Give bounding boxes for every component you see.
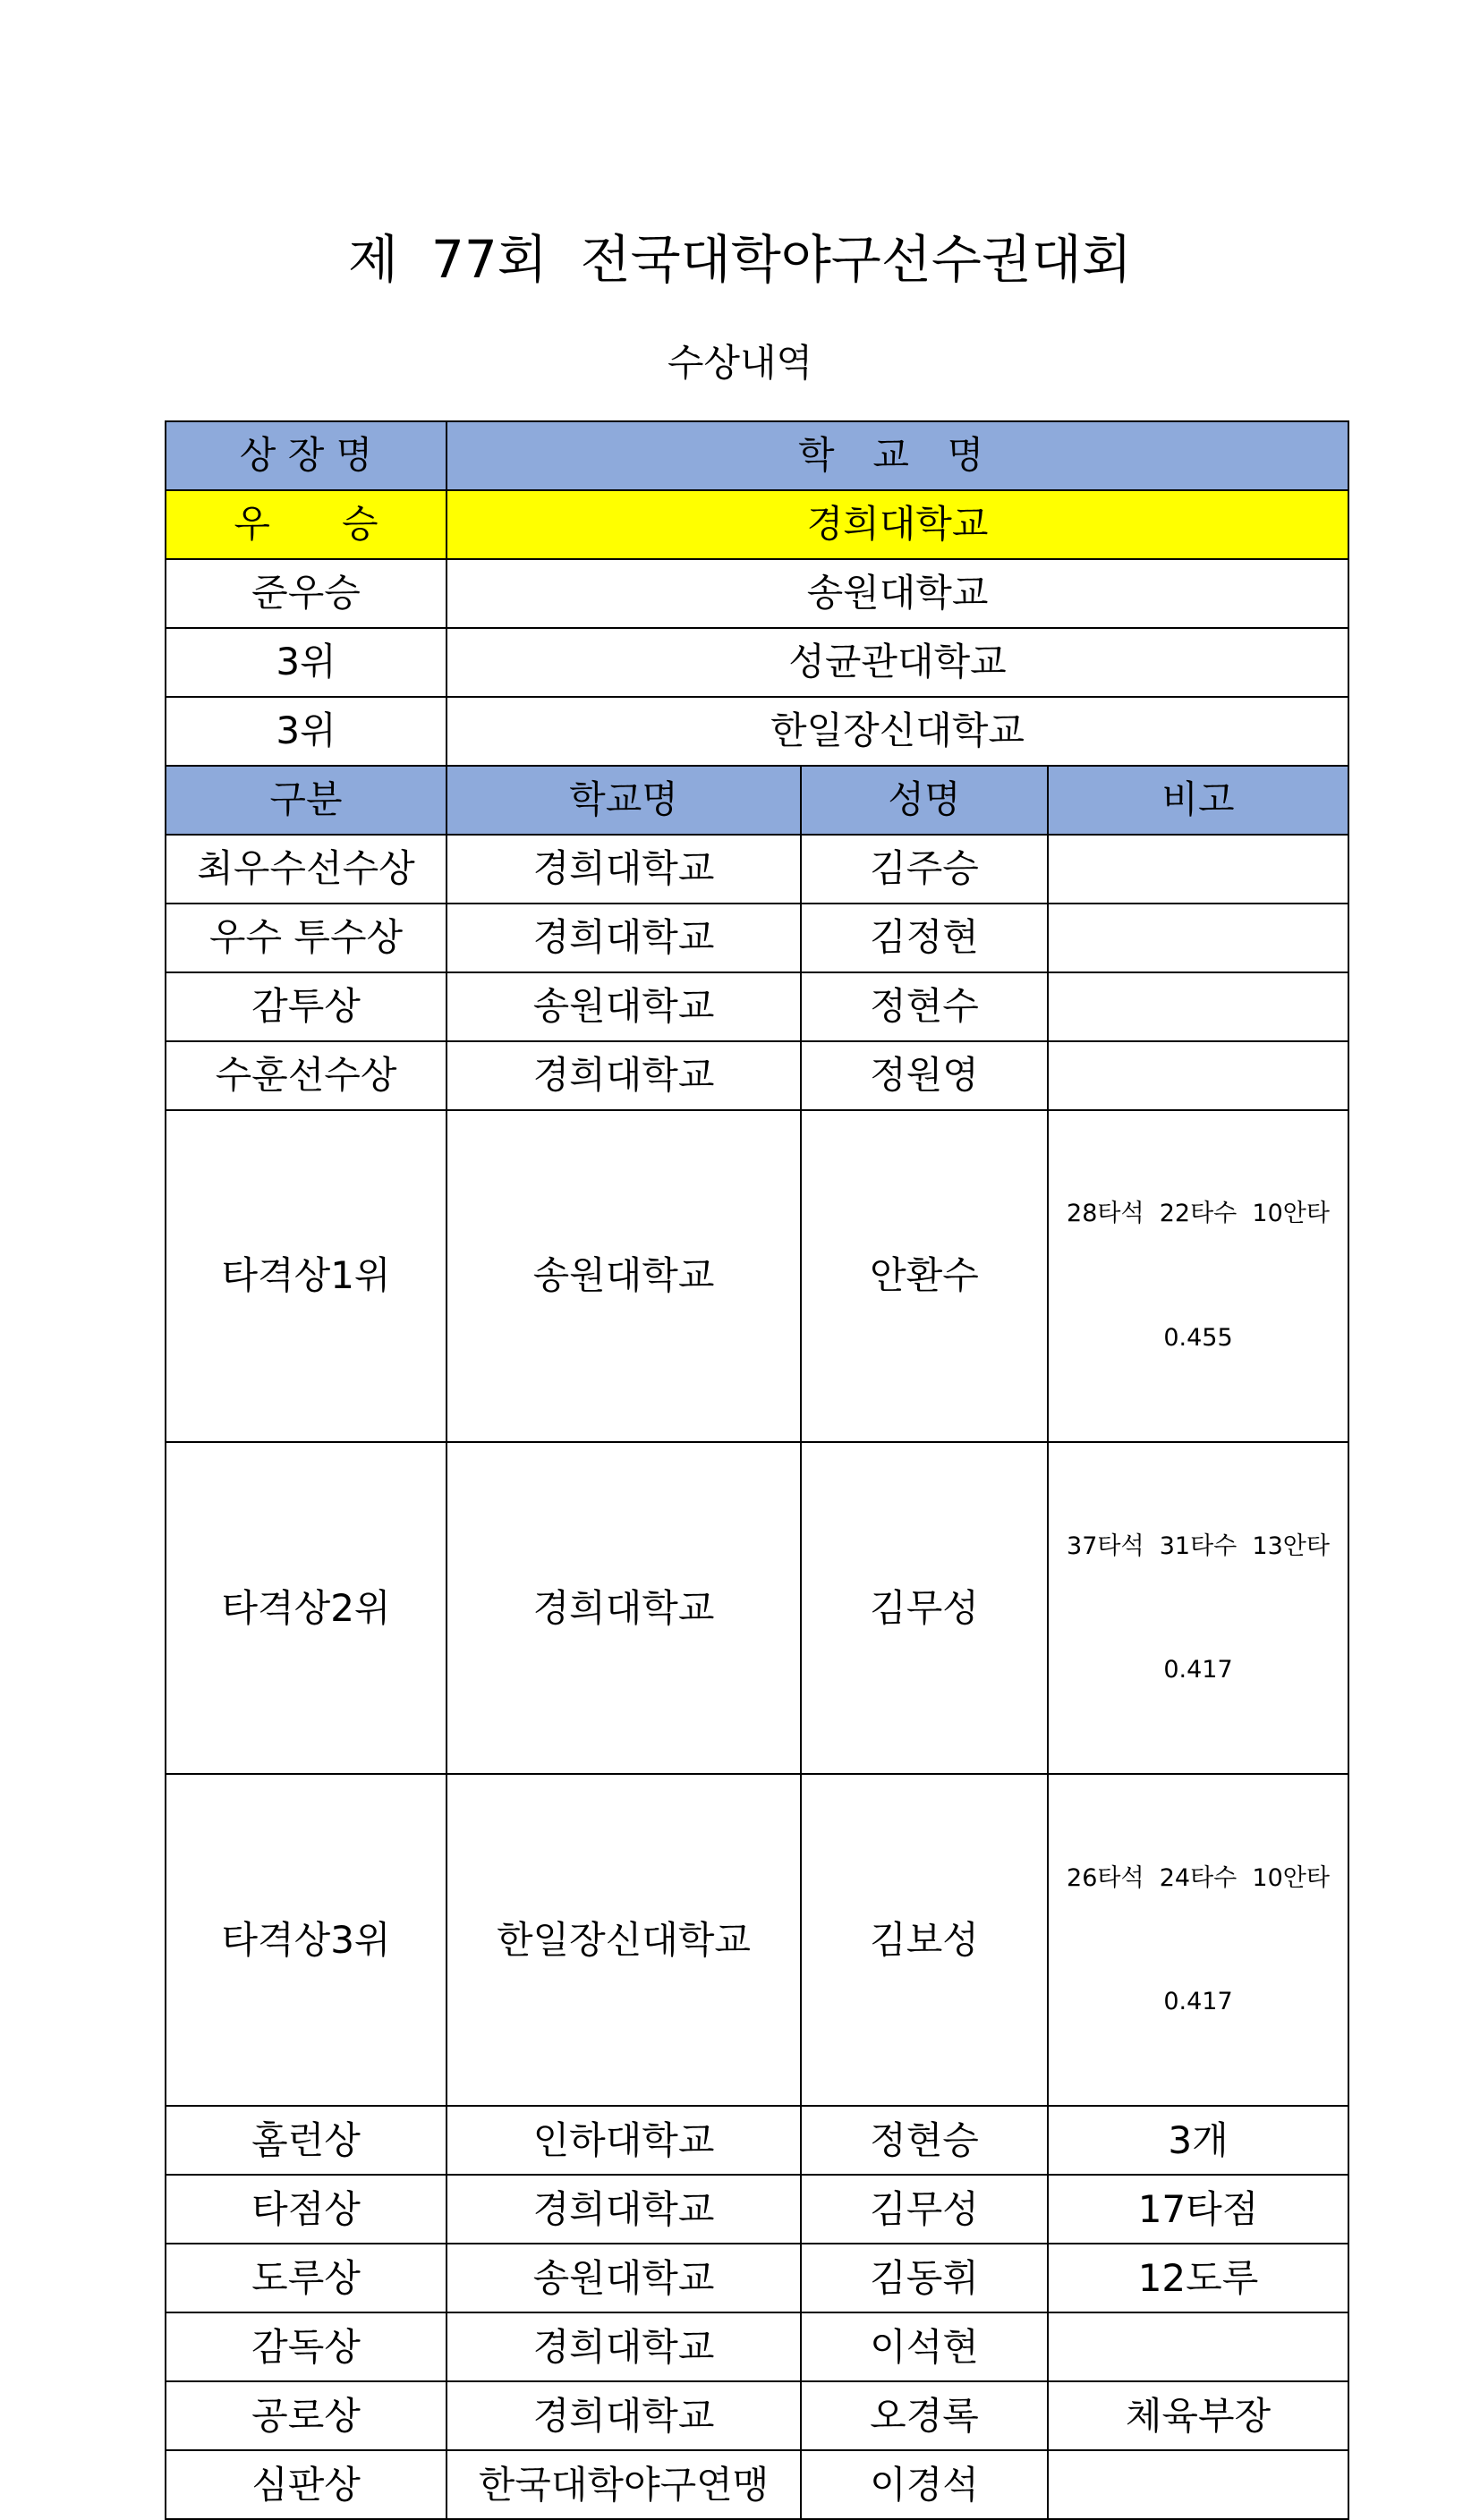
category-cell: 감독상 <box>166 2312 447 2381</box>
category-cell: 수훈선수상 <box>166 1041 447 1110</box>
school-cell: 경희대학교 <box>447 835 801 904</box>
table-row <box>166 2106 1348 2175</box>
category-cell: 타격상1위 <box>166 1110 447 1442</box>
table-row <box>166 1110 1348 1442</box>
team-awards-header-row <box>166 421 1348 490</box>
category-cell: 심판상 <box>166 2450 447 2519</box>
name-cell: 정현승 <box>801 2106 1048 2175</box>
table-row <box>166 1442 1348 1774</box>
table-row <box>166 2381 1348 2450</box>
school-cell: 경희대학교 <box>447 2312 801 2381</box>
note-cell <box>1048 1774 1348 2106</box>
school-label: 경희대학교 <box>447 490 1348 559</box>
award-label: 우 승 <box>166 490 447 559</box>
team-award-row-runner-up <box>166 559 1348 628</box>
category-cell: 우수 투수상 <box>166 904 447 972</box>
table-row <box>166 972 1348 1041</box>
school-cell: 경희대학교 <box>447 1041 801 1110</box>
individual-awards-header-row <box>166 766 1348 835</box>
school-cell: 경희대학교 <box>447 904 801 972</box>
name-cell: 안환수 <box>801 1110 1048 1442</box>
batting-average-text: 0.455 <box>1163 1323 1233 1352</box>
category-cell: 최우수선수상 <box>166 835 447 904</box>
note-cell <box>1048 972 1348 1041</box>
name-cell: 정원영 <box>801 1041 1048 1110</box>
school-cell: 경희대학교 <box>447 2381 801 2450</box>
name-cell: 김보성 <box>801 1774 1048 2106</box>
name-cell: 이경석 <box>801 2450 1048 2519</box>
school-cell: 한국대학야구연맹 <box>447 2450 801 2519</box>
table-row <box>166 2244 1348 2312</box>
page-title: 제 77회 전국대학야구선수권대회 <box>348 229 1132 290</box>
note-cell <box>1048 835 1348 904</box>
note-cell: 3개 <box>1048 2106 1348 2175</box>
school-cell: 인하대학교 <box>447 2106 801 2175</box>
name-cell: 김동휘 <box>801 2244 1048 2312</box>
note-cell: 12도루 <box>1048 2244 1348 2312</box>
name-cell: 김무성 <box>801 2175 1048 2244</box>
table-row <box>166 1774 1348 2106</box>
batting-average-text: 0.417 <box>1163 1655 1233 1684</box>
header-school-name: 학 교 명 <box>447 421 1348 490</box>
school-cell: 한일장신대학교 <box>447 1774 801 2106</box>
table-row <box>166 2450 1348 2519</box>
award-label: 준우승 <box>166 559 447 628</box>
school-cell: 송원대학교 <box>447 2244 801 2312</box>
note-cell <box>1048 1442 1348 1774</box>
batting-stats-text: 26타석 24타수 10안타 <box>1067 1863 1330 1892</box>
table-row <box>166 1041 1348 1110</box>
table-row <box>166 2312 1348 2381</box>
header-category: 구분 <box>166 766 447 835</box>
team-award-row-champion <box>166 490 1348 559</box>
category-cell: 감투상 <box>166 972 447 1041</box>
batting-average-text: 0.417 <box>1163 1988 1233 2015</box>
note-cell <box>1048 2450 1348 2519</box>
note-cell <box>1048 1041 1348 1110</box>
team-award-row-third-b <box>166 697 1348 766</box>
batting-stats-text: 37타석 31타수 13안타 <box>1067 1532 1330 1560</box>
name-cell: 김주승 <box>801 835 1048 904</box>
school-label: 성균관대학교 <box>447 628 1348 697</box>
note-cell: 체육부장 <box>1048 2381 1348 2450</box>
name-cell: 김정현 <box>801 904 1048 972</box>
school-cell: 송원대학교 <box>447 1110 801 1442</box>
table-row <box>166 904 1348 972</box>
table-row <box>166 835 1348 904</box>
award-label: 3위 <box>166 628 447 697</box>
name-cell: 오경록 <box>801 2381 1048 2450</box>
header-note: 비고 <box>1048 766 1348 835</box>
school-cell: 경희대학교 <box>447 1442 801 1774</box>
page-subtitle: 수상내역 <box>667 341 813 385</box>
team-award-row-third-a <box>166 628 1348 697</box>
category-cell: 도루상 <box>166 2244 447 2312</box>
school-cell: 경희대학교 <box>447 2175 801 2244</box>
category-cell: 타격상2위 <box>166 1442 447 1774</box>
category-cell: 홈런상 <box>166 2106 447 2175</box>
note-cell <box>1048 2312 1348 2381</box>
name-cell: 이석현 <box>801 2312 1048 2381</box>
header-school: 학교명 <box>447 766 801 835</box>
header-name: 성명 <box>801 766 1048 835</box>
table-row <box>166 2175 1348 2244</box>
awards-table <box>165 420 1349 2520</box>
header-award-name: 상 장 명 <box>166 421 447 490</box>
category-cell: 타점상 <box>166 2175 447 2244</box>
name-cell: 정현수 <box>801 972 1048 1041</box>
name-cell: 김무성 <box>801 1442 1048 1774</box>
school-label: 한일장신대학교 <box>447 697 1348 766</box>
category-cell: 타격상3위 <box>166 1774 447 2106</box>
note-cell <box>1048 904 1348 972</box>
note-cell <box>1048 1110 1348 1442</box>
category-cell: 공로상 <box>166 2381 447 2450</box>
school-cell: 송원대학교 <box>447 972 801 1041</box>
note-cell: 17타점 <box>1048 2175 1348 2244</box>
school-label: 송원대학교 <box>447 559 1348 628</box>
award-label: 3위 <box>166 697 447 766</box>
batting-stats-text: 28타석 22타수 10안타 <box>1067 1200 1330 1228</box>
